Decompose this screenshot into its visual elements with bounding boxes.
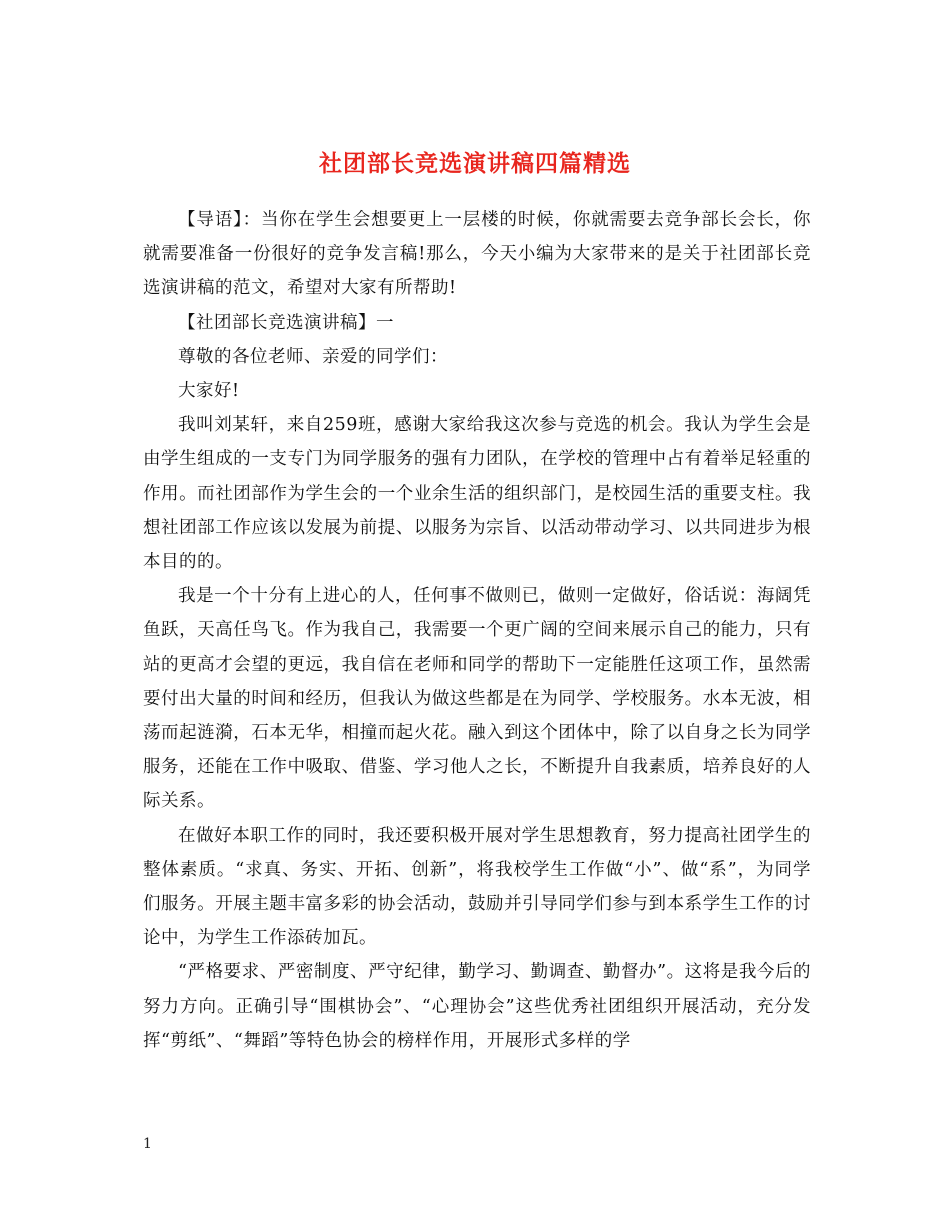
body-paragraph: 我是一个十分有上进心的人，任何事不做则已，做则一定做好，俗话说：海阔凭鱼跃，天高任鸟飞。作为我自己，我需要一个更广阔的空间来展示自己的能力，只有站的更高才会望的更远，我自信在老师和同学的帮助下一定能胜任这项工作，虽然需要付出大量的时间和经历，但我认为做这些都是在为同学、学校服务。水本无波，相荡而起涟漪，石本无华，相撞而起火花。融入到这个团体中，除了以自身之长为同学服务，还能在工作中吸取、借鉴、学习他人之长，不断提升自我素质，培养良好的人际关系。 [143, 586, 811, 812]
greeting: 大家好! [178, 381, 240, 402]
body-paragraph: 在做好本职工作的同时，我还要积极开展对学生思想教育，努力提高社团学生的整体素质。“求真、务实、开拓、创新”，将我校学生工作做“小”、做“系”，为同学们服务。开展主题丰富多彩的协会活动，鼓励并引导同学们参与到本系学生工作的讨论中，为学生工作添砖加瓦。 [143, 825, 811, 949]
salutation: 尊敬的各位老师、亲爱的同学们： [178, 346, 448, 367]
intro-paragraph: 【导语】：当你在学生会想要更上一层楼的时候，你就需要去竞争部长会长，你就需要准备一份很好的竞争发言稿!那么，今天小编为大家带来的是关于社团部长竞选演讲稿的范文，希望对大家有所帮助! [143, 210, 811, 299]
body-paragraph: 我叫刘某轩，来自259班，感谢大家给我这次参与竞选的机会。我认为学生会是由学生组成的一支专门为同学服务的强有力团队，在学校的管理中占有着举足轻重的作用。而社团部作为学生会的一个业余生活的组织部门，是校园生活的重要支柱。我想社团部工作应该以发展为前提、以服务为宗旨、以活动带动学习、以共同进步为根本目的的。 [143, 415, 811, 573]
body-paragraph: “严格要求、严密制度、严守纪律，勤学习、勤调查、勤督办”。这将是我今后的努力方向。正确引导“围棋协会”、“心理协会”这些优秀社团组织开展活动，充分发挥“剪纸”、“舞蹈”等特色协会的榜样作用，开展形式多样的学 [143, 962, 811, 1051]
page-number: 1 [143, 1136, 152, 1152]
document-body [143, 203, 811, 1058]
section-heading: 【社团部长竞选演讲稿】一 [178, 312, 394, 333]
page-title: 社团部长竞选演讲稿四篇精选 [319, 150, 631, 178]
